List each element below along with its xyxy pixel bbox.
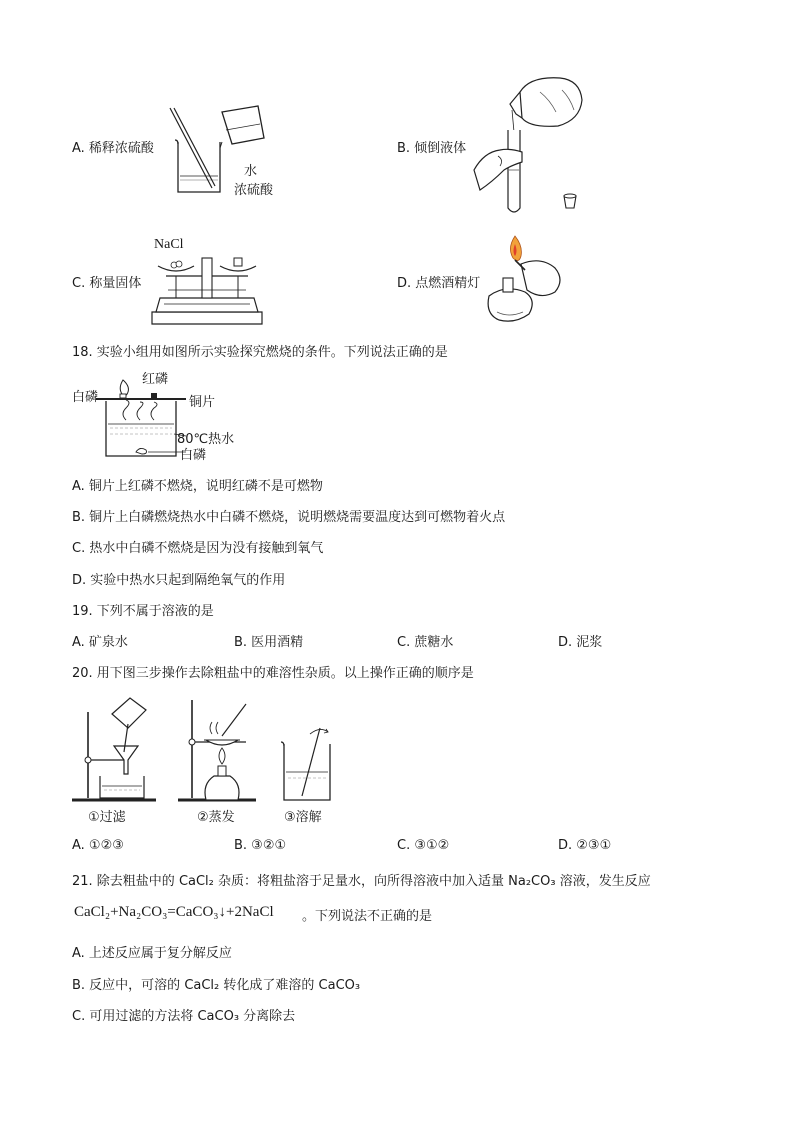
q18-option-d: D. 实验中热水只起到隔绝氧气的作用 <box>72 573 286 588</box>
q17-option-b: B. 倾倒液体 <box>397 141 467 156</box>
q20-caption-filtration: ①过滤 <box>88 810 126 825</box>
q21-option-b: B. 反应中，可溶的 CaCl₂ 转化成了难溶的 CaCO₃ <box>72 978 361 993</box>
q21-option-c: C. 可用过滤的方法将 CaCO₃ 分离除去 <box>72 1009 296 1024</box>
evaporation-apparatus <box>176 696 262 804</box>
q17-option-c: C. 称量固体 <box>72 276 142 291</box>
q20-option-b: B. ③②① <box>234 838 287 853</box>
q18-label-copper: 铜片 <box>189 395 216 410</box>
q18-label-red-phosphorus: 红磷 <box>142 372 169 387</box>
q17c-nacl-label: NaCl <box>154 237 184 252</box>
q17-option-d: D. 点燃酒精灯 <box>397 276 481 291</box>
q20-caption-evaporation: ②蒸发 <box>197 810 235 825</box>
alcohol-lamp-illustration <box>475 234 567 326</box>
q20-caption-dissolution: ③溶解 <box>284 810 322 825</box>
q21-stem-line1: 21. 除去粗盐中的 CaCl₂ 杂质：将粗盐溶于足量水，向所得溶液中加入适量 Na₂CO₃ 溶液，发生反应 <box>72 874 651 889</box>
q18-label-white-phosphorus-top: 白磷 <box>72 390 99 405</box>
q21-option-a: A. 上述反应属于复分解反应 <box>72 946 232 961</box>
q18-label-white-phosphorus-bottom: 白磷 <box>180 448 207 463</box>
q17a-water-label: 水 <box>244 164 258 179</box>
q18-option-b: B. 铜片上白磷燃烧热水中白磷不燃烧，说明燃烧需要温度达到可燃物着火点 <box>72 510 506 525</box>
q17-option-a: A. 稀释浓硫酸 <box>72 141 154 156</box>
q17a-acid-label: 浓硫酸 <box>234 183 274 198</box>
q19-option-a: A. 矿泉水 <box>72 635 128 650</box>
q18-label-hot-water: 80℃热水 <box>177 432 235 447</box>
q18-option-c: C. 热水中白磷不燃烧是因为没有接触到氧气 <box>72 541 324 556</box>
q20-option-a: A. ①②③ <box>72 838 124 853</box>
q19-stem: 19. 下列不属于溶液的是 <box>72 604 214 619</box>
filtration-apparatus <box>70 694 160 804</box>
q18-option-a: A. 铜片上红磷不燃烧，说明红磷不是可燃物 <box>72 479 323 494</box>
q19-option-c: C. 蔗糖水 <box>397 635 454 650</box>
dissolution-apparatus <box>280 724 340 804</box>
q20-option-d: D. ②③① <box>558 838 612 853</box>
pour-liquid-illustration <box>470 70 590 218</box>
q21-stem-line2: 。下列说法不正确的是 <box>302 909 433 924</box>
q21-equation: CaCl₂+Na₂CO₃=CaCO₃↓+2NaCl <box>74 904 274 920</box>
q19-option-d: D. 泥浆 <box>558 635 603 650</box>
q20-option-c: C. ③①② <box>397 838 450 853</box>
balance-illustration <box>148 250 266 326</box>
q19-option-b: B. 医用酒精 <box>234 635 304 650</box>
q18-stem: 18. 实验小组用如图所示实验探究燃烧的条件。下列说法正确的是 <box>72 345 448 360</box>
q20-stem: 20. 用下图三步操作去除粗盐中的难溶性杂质。以上操作正确的顺序是 <box>72 666 474 681</box>
